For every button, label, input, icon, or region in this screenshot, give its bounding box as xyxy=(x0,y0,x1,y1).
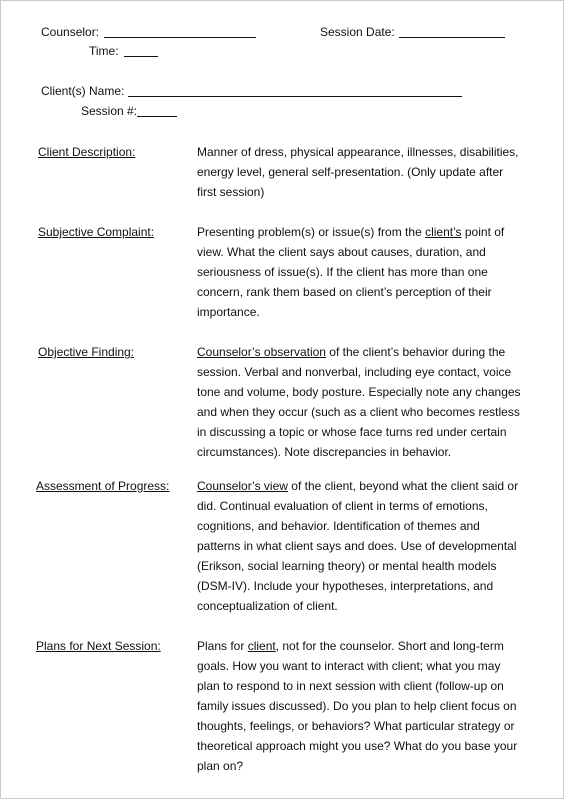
text-run: , not for the counselor. Short and long-term xyxy=(275,639,504,653)
session-date-label: Session Date: xyxy=(320,25,395,39)
body-line: energy level, general self-presentation. (Only update after xyxy=(197,165,504,179)
body-line xyxy=(197,476,517,496)
body-line: plan on? xyxy=(197,759,244,773)
section-label: Assessment of Progress: xyxy=(36,479,170,493)
section-label: Subjective Complaint: xyxy=(38,225,155,239)
section-body xyxy=(197,142,517,202)
body-line: family issues discussed). Do you plan to help client focus on xyxy=(197,699,517,713)
body-line: importance. xyxy=(197,305,260,319)
section-label: Objective Finding: xyxy=(38,345,135,359)
underlined-term: Counselor’s observation xyxy=(197,345,326,359)
body-line: conceptualization of client. xyxy=(197,599,338,613)
time-field-line[interactable] xyxy=(124,56,158,57)
body-line: cognitions, and behavior. Identification of themes and xyxy=(197,519,480,533)
underlined-term: client’s xyxy=(425,225,462,239)
text-run: of the client, beyond what the client said or xyxy=(287,479,519,493)
body-line xyxy=(197,222,517,242)
section-body xyxy=(197,476,517,616)
body-line: view. What the client says about causes, duration, and xyxy=(197,245,486,259)
section-body xyxy=(197,222,517,322)
body-line: did. Continual evaluation of client in terms of emotions, xyxy=(197,499,488,513)
session-number-field-line[interactable] xyxy=(137,116,177,117)
body-line: (DSM-IV). Include your hypotheses, interpretations, and xyxy=(197,579,494,593)
session-number-label: Session #: xyxy=(81,104,138,118)
text-run: point of xyxy=(461,225,505,239)
body-line: circumstances). Note discrepancies in behavior. xyxy=(197,445,452,459)
underlined-term: client xyxy=(247,639,276,653)
section-label: Plans for Next Session: xyxy=(36,639,161,653)
body-line: first session) xyxy=(197,185,265,199)
time-label: Time: xyxy=(89,44,119,58)
body-line: concern, rank them based on client’s perception of their xyxy=(197,285,492,299)
underlined-term: Counselor’s view xyxy=(197,479,288,493)
clients-name-label: Client(s) Name: xyxy=(41,84,125,98)
body-line: and when they occur (such as a client who becomes restless xyxy=(197,405,520,419)
text-run: Presenting problem(s) or issue(s) from the xyxy=(197,225,426,239)
body-line: session. Verbal and nonverbal, including eye contact, voice xyxy=(197,365,512,379)
body-line: seriousness of issue(s). If the client has more than one xyxy=(197,265,488,279)
text-run: of the client’s behavior during the xyxy=(325,345,506,359)
body-line: in discussing a topic or whose face turns red under certain xyxy=(197,425,507,439)
body-line: patterns in what client says and does. Use of developmental xyxy=(197,539,517,553)
body-line: thoughts, feelings, or behaviors? What particular strategy or xyxy=(197,719,515,733)
counselor-field-line[interactable] xyxy=(104,37,256,38)
clients-name-field-line[interactable] xyxy=(128,96,462,97)
body-line: theoretical approach might you use? What do you base your xyxy=(197,739,518,753)
body-line: tone and volume, body posture. Especially note any changes xyxy=(197,385,521,399)
body-line: plan to respond to in next session with client (follow-up on xyxy=(197,679,504,693)
section-label: Client Description: xyxy=(38,145,136,159)
body-line xyxy=(197,342,517,362)
section-body xyxy=(197,342,521,462)
section-body xyxy=(197,636,517,776)
body-line: (Erikson, social learning theory) or mental health models xyxy=(197,559,497,573)
body-line xyxy=(197,636,517,656)
counselor-label: Counselor: xyxy=(41,25,100,39)
body-line: goals. How you want to interact with client; what you may xyxy=(197,659,501,673)
session-date-field-line[interactable] xyxy=(399,37,505,38)
body-line: Manner of dress, physical appearance, illnesses, disabilities, xyxy=(197,145,519,159)
text-run: Plans for xyxy=(197,639,248,653)
